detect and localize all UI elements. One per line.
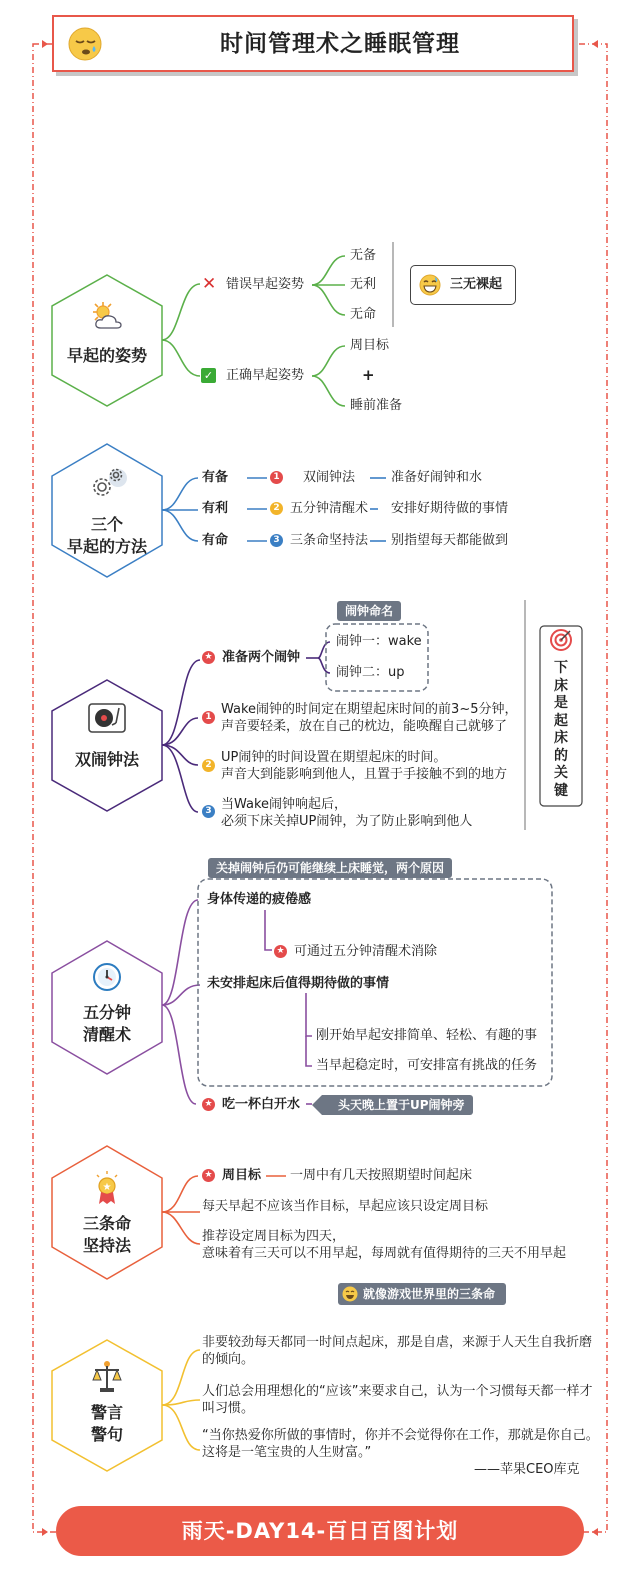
quote-1b: 的倾向。 <box>202 1352 255 1367</box>
key-note-char: 关 <box>554 765 568 781</box>
clock-icon <box>92 962 122 992</box>
method-desc-2: 安排好期待做的事情 <box>391 501 509 516</box>
right-posture: 正确早起姿势 <box>226 368 305 383</box>
key-note-char: 下 <box>554 660 568 676</box>
grin-face-icon <box>419 274 441 296</box>
goal-line-3a: 推荐设定周目标为四天， <box>202 1229 346 1244</box>
wrong-posture: 错误早起姿势 <box>226 277 305 292</box>
two-reasons-tag: 关掉闹钟后仍可能继续上床睡觉，两个原因 <box>208 858 452 878</box>
goal-line-3b: 意味着有三天可以不用早起，每周就有值得期待的三天不用早起 <box>202 1246 567 1261</box>
weekly-goal-desc: 一周中有几天按照期望时间起床 <box>290 1168 473 1183</box>
method-key-2: 有利 <box>202 501 229 516</box>
node-double-alarm: 双闹钟法 <box>74 750 139 769</box>
three-lives-tag-text: 就像游戏世界里的三条命 <box>363 1287 496 1301</box>
method-name-1: 双闹钟法 <box>303 470 356 485</box>
num-badge-2: 2 <box>270 502 283 515</box>
key-note-char: 起 <box>554 712 568 729</box>
quote-3a: “当你热爱你所做的事情时，你并不会觉得你在工作，那就是你自己。 <box>202 1428 599 1443</box>
method-name-3: 三条命坚持法 <box>290 533 369 548</box>
prepare-two-alarms: 准备两个闹钟 <box>222 650 301 665</box>
gears-icon <box>88 466 128 500</box>
node-quotes: 警言 警句 <box>90 1403 123 1444</box>
wrong-mark-icon: ✕ <box>202 274 217 294</box>
drink-water: 吃一杯白开水 <box>222 1097 301 1112</box>
laugh-face-icon <box>342 1286 358 1302</box>
node-morning-posture: 早起的姿势 <box>66 346 147 365</box>
wrong-item-1: 无备 <box>350 248 377 263</box>
node-five-minute: 五分钟 清醒术 <box>82 1003 131 1044</box>
key-note-char: 床 <box>554 730 568 746</box>
wrong-item-3: 无命 <box>350 307 377 322</box>
num-badge-3: 3 <box>202 805 215 818</box>
num-badge-1: 1 <box>270 471 283 484</box>
planned-sub-2: 当早起稳定时，可安排富有挑战的任务 <box>316 1058 538 1073</box>
right-item-3: 睡前准备 <box>350 398 403 413</box>
key-note-char: 床 <box>554 677 568 694</box>
up-alarm-line-2: 声音大到能影响到他人，且置于手接触不到的地方 <box>221 767 508 782</box>
alarm-one: 闹钟一：wake <box>336 634 422 649</box>
quote-1a: 非要较劲每天都同一时间点起床，那是自虐，来源于人天生自我折磨 <box>202 1335 593 1350</box>
num-badge-3: 3 <box>270 534 283 547</box>
tag-arrow-shape <box>312 1095 332 1115</box>
target-icon <box>549 628 573 652</box>
sun-cloud-icon <box>89 300 125 332</box>
wrong-item-2: 无利 <box>350 277 377 292</box>
method-name-2: 五分钟清醒术 <box>290 501 369 516</box>
rule-line-2: 必须下床关掉UP闹钟，为了防止影响到他人 <box>221 814 473 829</box>
right-item-1: 周目标 <box>350 338 390 353</box>
scales-icon <box>92 1360 122 1394</box>
check-mark-icon: ✓ <box>201 368 216 383</box>
reason-nothing-planned: 未安排起床后值得期待做的事情 <box>207 976 390 991</box>
star-icon: ★ <box>274 945 287 958</box>
weekly-goal: 周目标 <box>222 1168 262 1183</box>
node-three-lives: 三条命 坚持法 <box>82 1214 131 1255</box>
key-note-char: 键 <box>554 782 568 799</box>
quote-3b: 这将是一笔宝贵的人生财富。” <box>202 1445 372 1460</box>
method-desc-3: 别指望每天都能做到 <box>391 533 509 548</box>
star-icon: ★ <box>202 1098 215 1111</box>
key-note-char: 的 <box>554 747 568 764</box>
wake-alarm-line-2: 声音要轻柔，放在自己的枕边，能唤醒自己就够了 <box>221 719 508 734</box>
num-badge-2: 2 <box>202 759 215 772</box>
page-title: 时间管理术之睡眠管理 <box>220 31 460 57</box>
right-plus: + <box>362 366 375 384</box>
planned-sub-1: 刚开始早起安排简单、轻松、有趣的事 <box>316 1028 538 1043</box>
num-badge-1: 1 <box>202 711 215 724</box>
alarm-two: 闹钟二：up <box>336 665 405 680</box>
method-key-1: 有备 <box>202 470 229 485</box>
key-note-vertical <box>540 660 582 800</box>
method-key-3: 有命 <box>202 533 229 548</box>
reason-fatigue: 身体传递的疲倦感 <box>207 892 312 907</box>
node-three-methods: 三个 早起的方法 <box>66 515 147 556</box>
star-icon: ★ <box>202 651 215 664</box>
svg-text:★: ★ <box>102 1182 112 1193</box>
medal-icon <box>93 1171 121 1205</box>
rule-line-1: 当Wake闹钟响起后， <box>221 797 348 812</box>
key-note-char: 是 <box>554 695 568 711</box>
quote-2a: 人们总会用理想化的“应该”来要求自己，认为一个习惯每天都一样才 <box>202 1384 593 1399</box>
wake-alarm-line-1: Wake闹钟的时间定在期望起床时间的前3~5分钟， <box>221 702 518 717</box>
turntable-icon <box>88 703 126 733</box>
quote-2b: 叫习惯。 <box>202 1401 255 1416</box>
quote-author: ——苹果CEO库克 <box>474 1462 580 1477</box>
star-icon: ★ <box>202 1169 215 1182</box>
three-none-label: 三无裸起 <box>450 277 503 292</box>
method-desc-1: 准备好闹钟和水 <box>391 470 483 485</box>
fatigue-solution: 可通过五分钟清醒术消除 <box>294 944 438 959</box>
alarm-naming-tag: 闹钟命名 <box>337 601 401 621</box>
water-tag: 头天晚上置于UP闹钟旁 <box>330 1095 473 1115</box>
footer-text: 雨天-DAY14-百日百图计划 <box>181 1519 459 1543</box>
goal-line-2: 每天早起不应该当作目标，早起应该只设定周目标 <box>202 1199 489 1214</box>
up-alarm-line-1: UP闹钟的时间设置在期望起床的时间。 <box>221 750 447 765</box>
